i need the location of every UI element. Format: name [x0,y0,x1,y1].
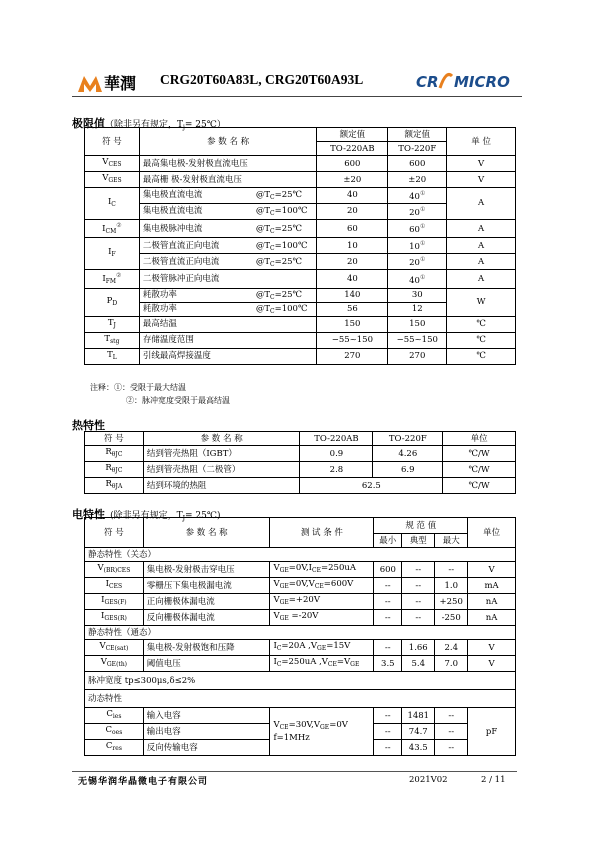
value-cell: ±20 [388,172,447,188]
cond-cell: $V_{GE}=0V,V_{CE}=600V$ [270,578,374,594]
value-cell: 4.26 [373,446,443,462]
dyn-cond-cell: $V_{CE}=30V,V_{GE}=0V$ f=1MHz [270,708,374,756]
typ-cell: -- [402,594,435,610]
table-row [85,446,516,462]
col-header-param: 参 数 名 称 [143,432,300,446]
min-cell: -- [374,740,402,756]
table-row [85,316,516,332]
value-cell: 140 [317,288,388,302]
col-header-min: 最小 [374,534,402,548]
section-row [85,690,516,708]
symbol-cell: $R_{\theta JA}$ [85,478,144,494]
value-cell: 62.5 [300,478,443,494]
symbol-cell: $V_{CES}$ [85,156,140,172]
param-cell: 集电极直流电流 $@T_C=100℃$ [139,203,317,219]
crmicro-logo [416,70,516,94]
footer-company: 无锡华润华晶微电子有限公司 [78,777,209,787]
min-cell: -- [374,594,402,610]
logo-cr-text: CR [416,73,439,91]
note-row [85,672,516,690]
abs-max-title: 极限值 [72,117,105,130]
col-header-rating2: 额定值 [388,128,447,142]
table-header-row [85,432,516,446]
company-logo-left [78,70,148,92]
unit-cell: mA [468,578,516,594]
min-cell: -- [374,724,402,740]
value-cell: 270 [388,348,447,364]
value-cell: 56 [317,302,388,316]
col-header-symbol: 符 号 [85,432,144,446]
value-cell: 150 [388,316,447,332]
table-row [85,594,516,610]
min-cell: 3.5 [374,656,402,672]
symbol-cell: $R_{\theta JC}$ [85,446,144,462]
typ-cell: 5.4 [402,656,435,672]
table-row [85,478,516,494]
value-cell: 30 [388,288,447,302]
unit-cell: A [447,270,516,289]
col-header-pkg1: TO-220AB [300,432,373,446]
value-cell: 20 [317,203,388,219]
max-cell: -- [435,562,468,578]
table-row [85,219,516,238]
symbol-cell: $T_L$ [85,348,140,364]
symbol-cell: $C_{ies}$ [85,708,144,724]
symbol-cell: $V_{GES}$ [85,172,140,188]
typ-cell: 43.5 [402,740,435,756]
table-row [85,188,516,204]
value-cell: 40① [388,270,447,289]
footer-divider [72,771,517,772]
param-cell: 二极管直流正向电流 $@T_C=25℃$ [139,254,317,270]
min-cell: 600 [374,562,402,578]
param-cell: 存储温度范围 [139,332,317,348]
typ-cell: 74.7 [402,724,435,740]
param-cell: 结到管壳热阻（二极管） [143,462,300,478]
param-cell: 阈值电压 [143,656,270,672]
value-cell: 10① [388,238,447,254]
cond-cell: $V_{GE}=0V,I_{CE}=250uA$ [270,562,374,578]
param-cell: 耗散功率 $@T_C=25℃$ [139,288,317,302]
section-dynamic: 动态特性 [85,690,516,708]
cond-cell: $I_C=250uA$ $,V_{CE}=V_{GE}$ [270,656,374,672]
param-cell: 集电极-发射极饱和压降 [143,640,270,656]
param-cell: 集电极-发射极击穿电压 [143,562,270,578]
value-cell: 2.8 [300,462,373,478]
symbol-cell: $C_{oes}$ [85,724,144,740]
value-cell: 270 [317,348,388,364]
table-row [85,562,516,578]
table-row [85,610,516,626]
table-row [85,578,516,594]
col-header-param: 参 数 名 称 [143,518,270,548]
value-cell: −55~150 [388,332,447,348]
symbol-cell: $P_D$ [85,288,140,316]
col-header-symbol: 符 号 [85,518,144,548]
value-cell: 40 [317,188,388,204]
symbol-cell: $C_{res}$ [85,740,144,756]
value-cell: 150 [317,316,388,332]
unit-cell: A [447,219,516,238]
unit-cell: V [468,640,516,656]
col-header-typ: 典型 [402,534,435,548]
min-cell: -- [374,640,402,656]
crc-logo-icon [78,72,102,92]
param-cell: 引线最高焊接温度 [139,348,317,364]
symbol-cell: $I_F$ [85,238,140,270]
symbol-cell: $I_{FM}^②$ [85,270,140,289]
value-cell: 600 [388,156,447,172]
value-cell: 20① [388,203,447,219]
footer-page-number: 2 / 11 [481,775,506,785]
cond-cell: $V_{GE}=+20V$ [270,594,374,610]
section-static-on: 静态特性（通态） [85,626,516,640]
max-cell: 2.4 [435,640,468,656]
param-cell: 二极管直流正向电流 $@T_C=100℃$ [139,238,317,254]
footnote-2: ②：脉冲宽度受限于最高结温 [126,396,230,405]
symbol-cell: $T_{stg}$ [85,332,140,348]
col-header-rating1: 额定值 [317,128,388,142]
electrical-table [84,517,516,756]
header [72,66,522,98]
param-cell: 正向栅极体漏电流 [143,594,270,610]
section-row [85,626,516,640]
col-header-max: 最大 [435,534,468,548]
logo-left-text: 華潤 [104,74,137,93]
param-cell: 集电极直流电流 $@T_C=25℃$ [139,188,317,204]
table-row [85,462,516,478]
unit-cell: ℃/W [443,446,516,462]
value-cell: 40 [317,270,388,289]
min-cell: -- [374,708,402,724]
unit-cell: ℃ [447,332,516,348]
max-cell: -- [435,724,468,740]
table-row [85,332,516,348]
unit-cell: pF [468,708,516,756]
table-row [85,270,516,289]
symbol-cell: $V_{GE(th)}$ [85,656,144,672]
col-header-pkg2: TO-220F [373,432,443,446]
param-cell: 反向传输电容 [143,740,270,756]
table-row [85,238,516,254]
max-cell: -- [435,708,468,724]
table-row [85,656,516,672]
unit-cell: ℃/W [443,478,516,494]
symbol-cell: $I_{GES(F)}$ [85,594,144,610]
max-cell: +250 [435,594,468,610]
value-cell: 6.9 [373,462,443,478]
footer-version: 2021V02 [409,775,448,785]
table-row [85,254,516,270]
typ-cell: 1481 [402,708,435,724]
section-row [85,548,516,562]
abs-max-table [84,127,516,365]
unit-cell: A [447,254,516,270]
header-divider [72,96,522,97]
col-header-cond: 测 试 条 件 [270,518,374,548]
min-cell: -- [374,578,402,594]
table-row [85,288,516,302]
col-header-pkg1: TO-220AB [317,142,388,156]
typ-cell: -- [402,610,435,626]
symbol-cell: $I_C$ [85,188,140,220]
unit-cell: nA [468,594,516,610]
col-header-symbol: 符 号 [85,128,140,156]
unit-cell: ℃ [447,316,516,332]
value-cell: 20① [388,254,447,270]
unit-cell: V [468,562,516,578]
param-cell: 结到环境的热阻 [143,478,300,494]
unit-cell: V [447,156,516,172]
thermal-title: 热特性 [72,419,105,432]
col-header-unit: 单位 [443,432,516,446]
max-cell: 1.0 [435,578,468,594]
table-row [85,708,516,724]
symbol-cell: $I_{CES}$ [85,578,144,594]
value-cell: 0.9 [300,446,373,462]
value-cell: −55~150 [317,332,388,348]
max-cell: -250 [435,610,468,626]
thermal-table [84,431,516,494]
page-header-title: CRG20T60A83L, CRG20T60A93L [160,72,364,87]
table-header-row [85,518,516,534]
unit-cell: V [447,172,516,188]
col-header-param: 参 数 名 称 [139,128,317,156]
symbol-cell: $V_{(BR)CES}$ [85,562,144,578]
col-header-unit: 单 位 [447,128,516,156]
unit-cell: V [468,656,516,672]
unit-cell: A [447,238,516,254]
footnote-1: 注释：①：受限于最大结温 [90,383,186,392]
cond-cell: $I_C=20A$ $,V_{GE}=15V$ [270,640,374,656]
unit-cell: nA [468,610,516,626]
symbol-cell: $I_{CM}^②$ [85,219,140,238]
table-row [85,172,516,188]
param-cell: 零栅压下集电极漏电流 [143,578,270,594]
param-cell: 反向栅极体漏电流 [143,610,270,626]
value-cell: 12 [388,302,447,316]
param-cell: 最高栅 极-发射极直流电压 [139,172,317,188]
unit-cell: ℃ [447,348,516,364]
min-cell: -- [374,610,402,626]
unit-cell: A [447,188,516,220]
electrical-title: 电特性 [72,508,105,521]
value-cell: 40① [388,188,447,204]
value-cell: 20 [317,254,388,270]
typ-cell: 1.66 [402,640,435,656]
electrical-condition: (除非另有规定，$T_J=$ 25℃) [110,511,221,522]
param-cell: 结到管壳热阻（IGBT） [143,446,300,462]
abs-max-condition: （除非另有规定，$T_j=$ 25℃） [105,120,226,131]
param-cell: 最高结温 [139,316,317,332]
section-static-off: 静态特性（关态） [85,548,516,562]
max-cell: 7.0 [435,656,468,672]
unit-cell: W [447,288,516,316]
param-cell: 最高集电极-发射极直流电压 [139,156,317,172]
value-cell: 600 [317,156,388,172]
param-cell: 集电极脉冲电流 $@T_C=25℃$ [139,219,317,238]
table-row [85,156,516,172]
typ-cell: -- [402,562,435,578]
typ-cell: -- [402,578,435,594]
param-cell: 二极管脉冲正向电流 [139,270,317,289]
table-header-row [85,128,516,142]
col-header-spec: 规 范 值 [374,518,468,534]
pulse-width-note: 脉冲宽度 tp≤300μs,δ≤2% [85,672,516,690]
value-cell: 10 [317,238,388,254]
symbol-cell: $T_J$ [85,316,140,332]
value-cell: ±20 [317,172,388,188]
col-header-pkg2: TO-220F [388,142,447,156]
symbol-cell: $I_{GES(R)}$ [85,610,144,626]
unit-cell: ℃/W [443,462,516,478]
symbol-cell: $V_{CE(sat)}$ [85,640,144,656]
logo-micro-text: MICRO [454,73,510,91]
cond-cell: $V_{GE} =-20V$ [270,610,374,626]
param-cell: 输出电容 [143,724,270,740]
logo-swirl-icon [438,70,454,90]
param-cell: 输入电容 [143,708,270,724]
max-cell: -- [435,740,468,756]
param-cell: 耗散功率 $@T_C=100℃$ [139,302,317,316]
value-cell: 60 [317,219,388,238]
value-cell: 60① [388,219,447,238]
symbol-cell: $R_{\theta JC}$ [85,462,144,478]
col-header-unit: 单位 [468,518,516,548]
table-row [85,348,516,364]
table-row [85,640,516,656]
